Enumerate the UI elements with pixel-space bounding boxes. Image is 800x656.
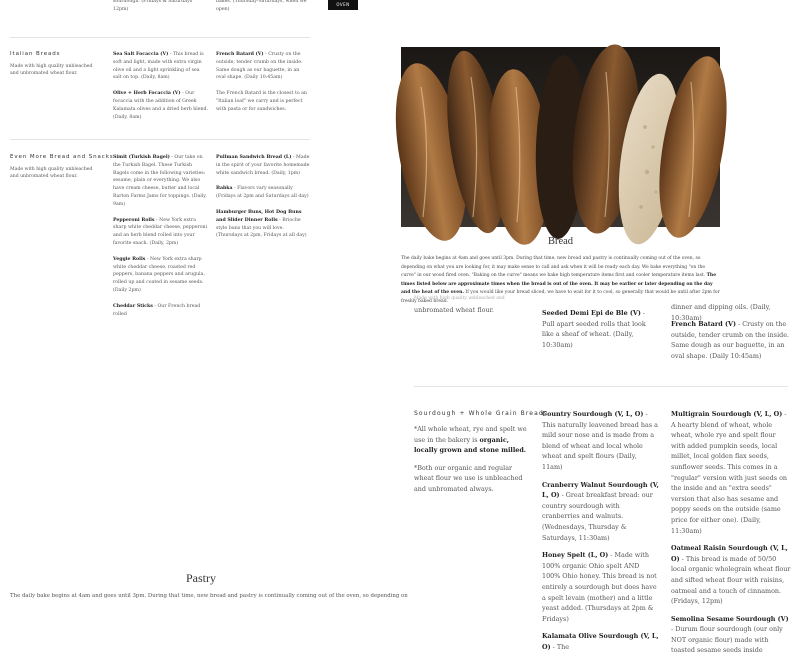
item-desc: - The	[550, 642, 569, 651]
menu-item	[542, 409, 659, 473]
item-name: French Batard (V)	[671, 320, 736, 328]
more-col1	[113, 154, 209, 326]
item-name: Olive + Herb Focaccia (V)	[113, 91, 181, 97]
pastry-title: Pastry	[186, 571, 216, 585]
menu-item	[542, 480, 659, 544]
item-desc: - Durum flour sourdough (our only NOT organic flour) made with toasted sesame seeds inside	[671, 625, 783, 655]
item-name: Sea Salt Focaccia (V)	[113, 52, 169, 57]
italian-col1	[113, 51, 209, 129]
item-desc: The French Batard is the closest to an "Italian loaf" we carry and is perfect with pasta or for sandwiches.	[216, 91, 307, 112]
bread-intro-bold: The times listed below are approximate times when the bread is out of the oven. It may be earlier or later depending on the day and the heat of the oven.	[401, 273, 717, 296]
sourdough-note-2: *Both our organic and regular wheat flour we use is unbleached and unbromated always.	[414, 463, 523, 493]
item-desc: - Our take on the Turkish Bagel. These Turkish Bagels come in the following varieties: sesame, plain or everything. We also have cream cheese, butter and local Barton Farms Jams for toppings. (Daily, 9am)	[113, 155, 207, 207]
sourdough-notes	[414, 424, 532, 502]
sourdough-col2	[542, 409, 659, 651]
french-batard-item	[671, 319, 791, 361]
item-desc: - This naturally leavened bread has a mild sour nose and is made from a blend of wheat and local whole wheat and spelt flours (Daily, 11am)	[542, 410, 658, 471]
divider	[414, 386, 788, 387]
item-desc: - Pull apart seeded rolls that look like a sheaf of wheat. (Daily, 10:30am)	[542, 309, 646, 349]
sourdough-heading: Sourdough + Whole Grain Breads	[414, 410, 548, 417]
item-name: Semolina Sesame Sourdough (V)	[671, 614, 789, 623]
item-desc: - Made in the spirit of your favorite homemade white sandwich bread. (Daily, 1pm)	[216, 155, 310, 176]
item-desc: - This bread is soft and light, made with extra virgin olive oil and a light sprinkling of sea salt on top. (Daily, 8am)	[113, 52, 204, 81]
item-name: Pepperoni Rolls	[113, 217, 155, 223]
item-name: Oatmeal Raisin Sourdough (V, L, O)	[671, 544, 788, 563]
note-text: *All whole wheat, rye and spelt we use in the bakery is	[414, 425, 527, 444]
divider	[10, 37, 310, 38]
menu-item	[113, 51, 209, 82]
bread-loaves-image	[401, 47, 720, 227]
pastry-intro: The daily bake begins at 4am and goes until 3pm. During that time, new bread and pastry is continually coming out of the oven, so depending on	[10, 593, 408, 599]
more-col2	[216, 154, 310, 248]
fragment-top-col2: bakes. (Thursday-Saturdays, when we open)	[216, 0, 307, 12]
item-name: Veggie Rolls	[113, 256, 146, 262]
menu-item	[216, 209, 310, 240]
item-name: Simit (Turkish Bagel)	[113, 155, 170, 160]
item-desc: - This bread is made of 50/50 local organic wholegrain wheat flour and sifted wheat flour with raisins, oatmeal and a touch of cinnamon. (Fridays, 12pm)	[671, 554, 791, 606]
overflow-col3-top: dinner and dipping oils. (Daily, 10:30am)	[671, 303, 771, 322]
note-bold: organic, locally grown and stone milled.	[414, 435, 527, 455]
menu-item	[113, 217, 209, 248]
menu-item	[113, 256, 209, 295]
fragment-top-col1: sourdough. (Fridays & Saturdays 12pm)	[113, 0, 193, 12]
item-desc: - Our French bread rolled	[113, 303, 201, 317]
item-name: Hamburger Buns, Hot Dog Buns and Slider Dinner Rolls	[216, 209, 302, 223]
menu-item	[216, 90, 310, 113]
menu-item	[216, 154, 310, 177]
menu-item	[216, 51, 310, 82]
item-desc: - Our focaccia with the addition of Greek Kalamata olives and a dried herb blend. (Daily, 8am)	[113, 91, 209, 120]
divider	[10, 139, 310, 140]
item-desc: - Crusty on the outside, tender crumb on the inside. Same dough as our baguette, in an oval shape. (Daily 10:45am)	[216, 52, 303, 81]
bread-intro-text: The daily bake begins at 4am and goes until 3pm. During that time, new bread and pastry is continually coming out of the oven, so depending on what you are looking for, it may make sense to call and ask when it will be ready each day. We bake everything "on the curve" in our wood fired oven. "Baking on the curve" means we bake high temperature items first and cooler temperature items last.	[401, 256, 707, 279]
menu-item	[113, 90, 209, 121]
item-desc: - A hearty blend of wheat, whole wheat, whole rye and spelt flour with added pumpkin seeds, local millet, local golden flax seeds, sunflower seeds. This comes in a "regular" version with just seeds on the inside and an "extra seeds" version that also has sesame and poppy seeds on the outside (same price for either one). (Daily, 11:30am)	[671, 410, 788, 535]
italian-breads-desc: Made with high quality unbleached and unbromated wheat flour.	[10, 64, 93, 76]
item-desc: - Crusty on the outside, tender crumb on the inside. Same dough as our baguette, in an oval shape. (Daily 10:45am)	[671, 320, 790, 360]
more-breads-desc: Made with high quality unbleached and unbromated wheat flour.	[10, 167, 93, 179]
oven-logo: OVEN	[328, 0, 358, 10]
sourdough-note-1	[414, 424, 532, 456]
menu-item	[113, 303, 209, 319]
item-desc: - New York extra sharp white cheddar cheese, pepperoni and an herb blend rolled into your favorite snack. (Daily, 2pm)	[113, 217, 208, 246]
item-desc: - Brioche style buns that you will love. (Thursdays at 2pm, Fridays at all day)	[216, 217, 307, 239]
menu-item	[542, 550, 659, 624]
sourdough-col3	[671, 409, 791, 655]
bread-title: Bread	[547, 236, 574, 247]
item-desc: - New York extra sharp white cheddar cheese, roasted red peppers, banana peppers and arugula, rolled up and coated in sesame seeds. (Daily 2pm)	[113, 256, 205, 293]
item-name: Honey Spelt (L, O)	[542, 551, 609, 560]
overflow-col1-text: unbromated wheat flour.	[414, 306, 494, 314]
item-name: Country Sourdough (V, L, O)	[542, 410, 644, 418]
item-name: Cheddar Sticks	[113, 303, 153, 309]
item-desc: - Made with 100% organic Ohio spelt AND 100% Ohio honey. This bread is not entirely a sourdough but does have a spelt levain (mother) and a little yeast added. (Thursdays at 2pm & Fridays)	[542, 551, 657, 623]
menu-item	[113, 154, 209, 209]
menu-item	[671, 409, 791, 536]
item-name: Babka	[216, 186, 233, 192]
item-name: Kalamata Olive Sourdough (V, L, O)	[542, 632, 659, 651]
item-name: Cranberry Walnut Sourdough (V, L, O)	[542, 480, 659, 500]
bread-intro-text-end: If you would like your bread sliced, we have to wait for it to cool, so generally that would be until after 2pm for freshly baked bread.	[401, 290, 720, 304]
menu-item	[671, 543, 791, 607]
bread-photo	[401, 47, 720, 227]
overflow-cut-text: Made with high quality unbleached and	[414, 296, 505, 301]
menu-item	[216, 185, 310, 201]
more-breads-heading: Even More Bread and Snacks	[10, 154, 114, 160]
italian-col2	[216, 51, 310, 122]
item-name: Seeded Demi Epi de Ble (V)	[542, 309, 641, 317]
seeded-demi-item	[542, 308, 658, 350]
item-desc: - Flavors vary seasonally (Fridays at 2pm and Saturdays all day)	[216, 186, 309, 200]
item-name: Multigrain Sourdough (V, L, O)	[671, 410, 783, 418]
italian-breads-heading: Italian Breads	[10, 51, 61, 57]
menu-item	[542, 631, 659, 652]
menu-item	[671, 614, 791, 656]
item-name: Pullman Sandwich Bread (L)	[216, 155, 292, 160]
item-name: French Batard (V)	[216, 52, 264, 57]
item-desc: - Great breakfast bread: our country sourdough with cranberries and walnuts. (Wednesdays, Thursday & Saturdays, 11:30am)	[542, 491, 653, 542]
